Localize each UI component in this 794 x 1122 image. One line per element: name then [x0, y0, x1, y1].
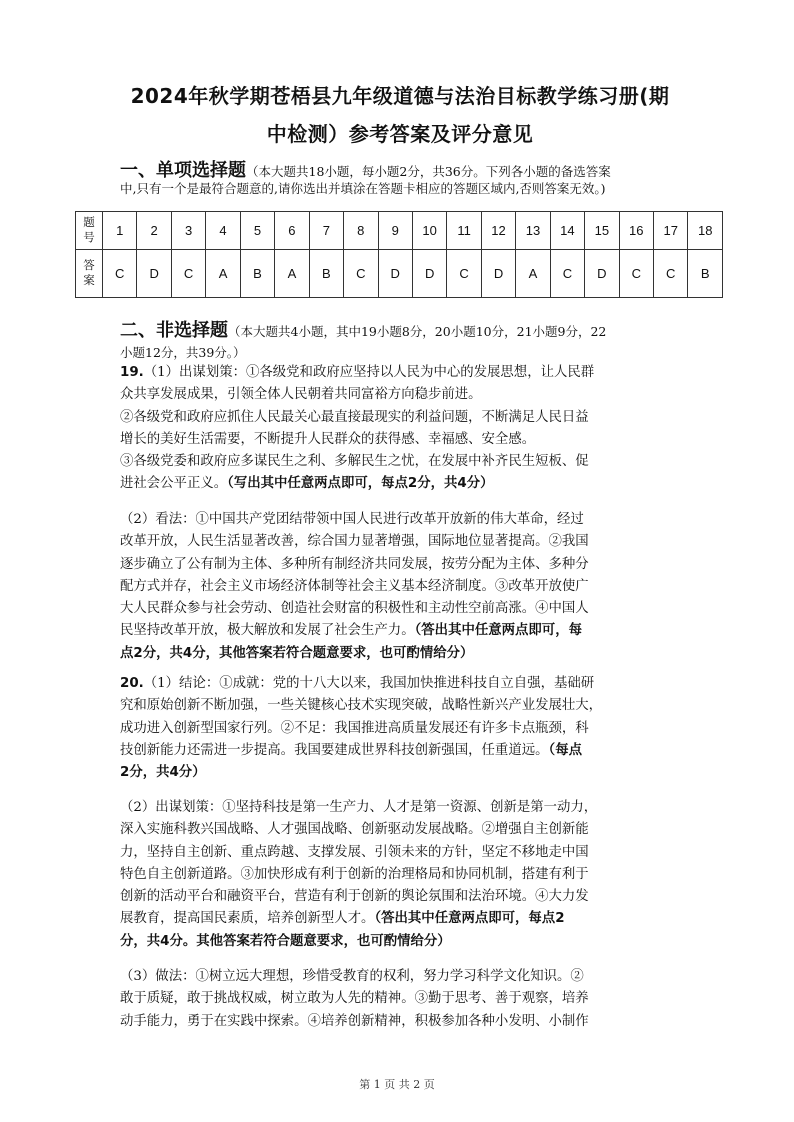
question-number-cell: 15 — [585, 212, 619, 250]
section1-note-a: （本大题共18小题，每小题2分，共36分。下列各小题的备选答案 — [246, 164, 611, 179]
scoring-note: （每点 — [548, 742, 582, 758]
scoring-note: 分，共4分。其他答案若符合题意要求，也可酌情给分） — [120, 933, 451, 949]
q20-label: 20. — [120, 676, 144, 691]
question-number-cell: 17 — [654, 212, 688, 250]
document-title-line1: 2024年秋学期苍梧县九年级道德与法治目标教学练习册(期 — [130, 84, 670, 108]
text-line: （1）出谋划策：①各级党和政府应坚持以人民为中心的发展思想，让人民群 — [143, 365, 595, 380]
q19-label: 19. — [120, 365, 144, 380]
answer-cell: A — [206, 250, 240, 298]
answer-cell: C — [447, 250, 481, 298]
text-line: 逐步确立了公有制为主体、多种所有制经济共同发展，按劳分配为主体、多种分 — [120, 556, 589, 572]
text-line: 众共享发展成果，引领全体人民朝着共同富裕方向稳步前进。 — [120, 387, 482, 403]
answer-cell: D — [137, 250, 171, 298]
question-number-cell: 6 — [275, 212, 309, 250]
text-line: 究和原始创新不断加强，一些关键核心技术实现突破，战略性新兴产业发展壮大， — [120, 698, 603, 714]
section2-header — [120, 316, 606, 342]
text-line: （2）出谋划策：①坚持科技是第一生产力、人才是第一资源、创新是第一动力， — [120, 800, 598, 815]
text-line: 大人民群众参与社会劳动、创造社会财富的积极性和主动性空前高涨。④中国人 — [120, 601, 589, 617]
text-line: 深入实施科教兴国战略、人才强国战略、创新驱动发展战略。②增强自主创新能 — [120, 822, 589, 838]
question-number-cell: 13 — [516, 212, 550, 250]
q20-part2 — [120, 797, 720, 953]
question-number-cell: 9 — [378, 212, 412, 250]
text-line: 进社会公平正义。 — [120, 476, 228, 492]
question-number-cell: 2 — [137, 212, 171, 250]
question-number-cell: 3 — [171, 212, 205, 250]
section2-note-b: 小题12分，共39分。） — [120, 345, 246, 360]
question-number-cell: 7 — [309, 212, 343, 250]
answer-cell: D — [481, 250, 515, 298]
page-footer: 第 1 页 共 2 页 — [359, 1078, 435, 1091]
answer-cell: D — [378, 250, 412, 298]
question-number-cell: 4 — [206, 212, 240, 250]
section1-note-b: 中,只有一个是最符合题意的,请你选出并填涂在答题卡相应的答题区域内,否则答案无效。) — [120, 181, 606, 196]
scoring-note: 点2分，共4分，其他答案若符合题意要求，也可酌情给分） — [120, 645, 474, 661]
text-line: 展教育，提高国民素质，培养创新型人才。 — [120, 911, 375, 927]
answer-cell: C — [550, 250, 584, 298]
scoring-note: 2分，共4分） — [120, 765, 206, 781]
q20-part1 — [120, 673, 720, 784]
question-number-cell: 1 — [103, 212, 137, 250]
answer-cell: B — [240, 250, 274, 298]
question-number-cell: 5 — [240, 212, 274, 250]
text-line: ②各级党和政府应抓住人民最关心最直接最现实的利益问题，不断满足人民日益 — [120, 409, 589, 425]
question-number-cell: 8 — [344, 212, 378, 250]
answer-cell: D — [585, 250, 619, 298]
answer-cell: C — [619, 250, 653, 298]
text-line: ③各级党委和政府应多谋民生之利、多解民生之忧，在发展中补齐民生短板、促 — [120, 454, 589, 470]
question-number-cell: 18 — [688, 212, 723, 250]
answer-cell: A — [516, 250, 550, 298]
text-line: （3）做法：①树立远大理想，珍惜受教育的权利，努力学习科学文化知识。② — [120, 969, 584, 984]
answer-cell: C — [171, 250, 205, 298]
section2-note-a: （本大题共4小题，其中19小题8分，20小题10分，21小题9分，22 — [228, 324, 607, 339]
q19-part2 — [120, 509, 720, 665]
text-line: 民坚持改革开放，极大解放和发展了社会生产力。 — [120, 623, 415, 639]
section1-heading: 一、单项选择题 — [120, 160, 246, 181]
text-line: （1）结论：①成就：党的十八大以来，我国加快推进科技自立自强，基础研 — [143, 676, 595, 691]
text-line: 成功进入创新型国家行列。②不足：我国推进高质量发展还有许多卡点瓶颈，科 — [120, 720, 589, 736]
section2-heading: 二、非选择题 — [120, 320, 228, 341]
answer-cell: A — [275, 250, 309, 298]
text-line: （2）看法：①中国共产党团结带领中国人民进行改革开放新的伟大革命，经过 — [120, 512, 584, 527]
text-line: 特色自主创新道路。③加快形成有利于创新的治理格局和协同机制，搭建有利于 — [120, 866, 589, 882]
q20-part3 — [120, 966, 720, 1033]
answer-cell: D — [412, 250, 446, 298]
text-line: 配方式并存，社会主义市场经济体制等社会主义基本经济制度。③改革开放使广 — [120, 578, 589, 594]
row-label-question-number: 题 号 — [76, 212, 103, 250]
question-number-cell: 11 — [447, 212, 481, 250]
text-line: 动手能力，勇于在实践中探索。④培养创新精神，积极参加各种小发明、小制作 — [120, 1013, 589, 1029]
answer-cell: C — [344, 250, 378, 298]
scoring-note: （答出其中任意两点即可，每 — [414, 623, 582, 639]
text-line: 改革开放，人民生活显著改善，综合国力显著增强，国际地位显著提高。②我国 — [120, 534, 589, 550]
question-number-cell: 16 — [619, 212, 653, 250]
q19-part1 — [120, 362, 720, 496]
question-number-cell: 12 — [481, 212, 515, 250]
answer-cell: C — [654, 250, 688, 298]
answer-cell: C — [103, 250, 137, 298]
text-line: 技创新能力还需进一步提高。我国要建成世界科技创新强国，任重道远。 — [120, 742, 549, 758]
text-line: 敢于质疑，敢于挑战权威，树立敢为人先的精神。③勤于思考、善于观察，培养 — [120, 991, 589, 1007]
question-number-cell: 14 — [550, 212, 584, 250]
question-number-cell: 10 — [412, 212, 446, 250]
text-line: 力，坚持自主创新、重点跨越、支撑发展、引领未来的方针，坚定不移地走中国 — [120, 844, 589, 860]
scoring-note: （答出其中任意两点即可，每点2 — [374, 911, 565, 927]
text-line: 创新的活动平台和融资平台，营造有利于创新的舆论氛围和法治环境。④大力发 — [120, 889, 589, 905]
answer-cell: B — [309, 250, 343, 298]
answer-table — [75, 211, 723, 298]
scoring-note: （写出其中任意两点即可，每点2分，共4分） — [227, 476, 494, 492]
answer-cell: B — [688, 250, 723, 298]
text-line: 增长的美好生活需要，不断提升人民群众的获得感、幸福感、安全感。 — [120, 431, 536, 447]
row-label-answer: 答 案 — [76, 250, 103, 298]
document-title-line2: 中检测）参考答案及评分意见 — [266, 122, 534, 146]
